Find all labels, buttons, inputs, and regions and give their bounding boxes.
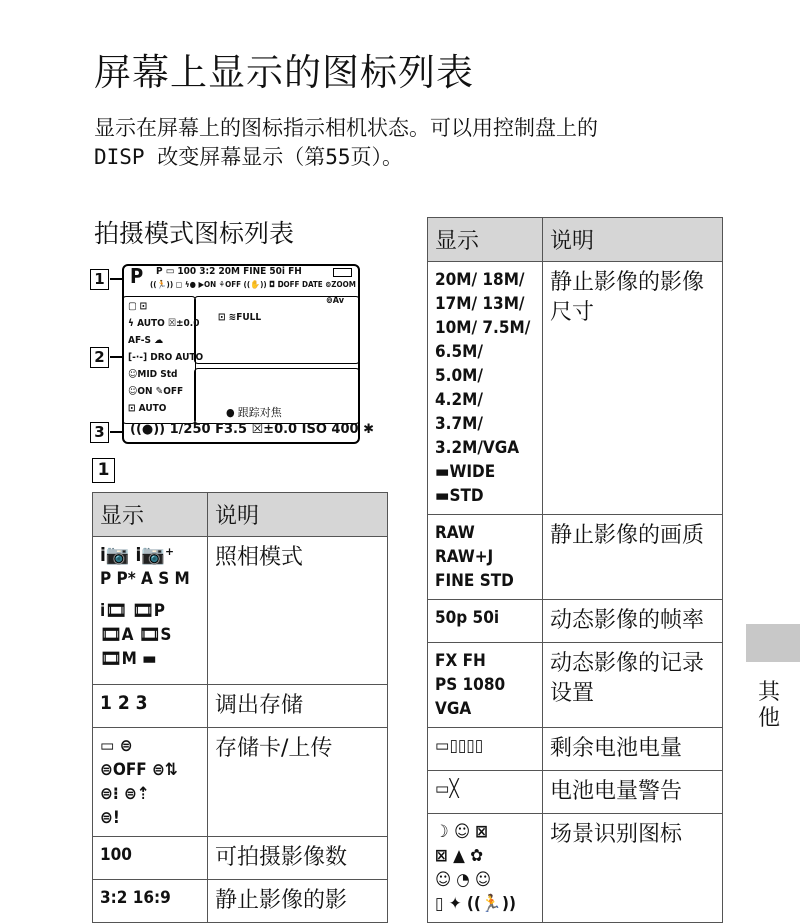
mid-icons: ⊡ ≋FULL — [218, 312, 262, 323]
left-icon-row: ϟ AUTO ☒±0.0 — [128, 318, 200, 329]
intro-line-2: DISP 改变屏幕显示（第55页）。 — [94, 145, 404, 169]
table-row — [428, 814, 723, 923]
icon-line: 3:2 16:9 — [100, 888, 171, 908]
right-icon-table — [427, 217, 723, 923]
table-row — [93, 537, 388, 685]
icon-line: i🎞 🎞P — [100, 601, 165, 621]
desc-cell: 调出存储 — [208, 685, 388, 728]
intro-line-1: 显示在屏幕上的图标指示相机状态。可以用控制盘上的 — [94, 116, 598, 140]
icon-line: ☽ ☺ ⊠ — [435, 822, 489, 842]
icon-cell — [428, 814, 543, 923]
tracking-label: ● 跟踪对焦 — [226, 406, 282, 419]
left-icon-table — [92, 492, 388, 923]
display-diagram — [90, 262, 374, 444]
desc-cell: 可拍摄影像数 — [208, 837, 388, 880]
icon-line: 🎞M ▬ — [100, 649, 157, 669]
battery-icon — [333, 268, 352, 277]
table-header-row — [93, 493, 388, 537]
icon-line: 20M/ 18M/ — [435, 270, 525, 290]
icon-line: ▭ ⊜ — [100, 736, 133, 756]
icon-line: ☺ ◔ ☺ — [435, 870, 491, 890]
icon-cell — [428, 728, 543, 771]
icon-line: 17M/ 13M/ — [435, 294, 525, 314]
icon-line: ⊜! — [100, 808, 120, 828]
table-row — [428, 262, 723, 515]
icon-cell — [428, 771, 543, 814]
table-row — [93, 728, 388, 837]
icon-cell — [93, 537, 208, 685]
icon-line: i📷 i📷⁺ — [100, 544, 174, 566]
desc-cell: 动态影像的记录设置 — [543, 643, 723, 728]
top-row-icons-2: ((🏃)) ▢ ϟ● ▶ON ⚘OFF ((✋)) ◘ 𝐃OFF DATE ⊚ZOOM — [150, 280, 356, 289]
table-row — [428, 771, 723, 814]
subsection-marker: 1 — [92, 458, 115, 483]
table-row — [93, 685, 388, 728]
battery-remaining-icon: ▭▯▯▯▯ — [435, 736, 484, 756]
mode-icon: P — [130, 264, 144, 288]
table-row — [428, 600, 723, 643]
connector-line — [110, 356, 122, 358]
left-icon-row: ☺ON ✎OFF — [128, 386, 184, 397]
left-icon-row: AF-S ☁ — [128, 335, 164, 346]
icon-line: ▯ ✦ ((🏃)) — [435, 894, 516, 914]
bottom-bar: ((●)) 1/250 F3.5 ☒±0.0 ISO 400 ✱ — [130, 422, 374, 437]
icon-line: 3.2M/VGA — [435, 438, 520, 458]
icon-line: ⊜OFF ⊜⇅ — [100, 760, 178, 780]
left-icon-row: ⊡ AUTO — [128, 403, 167, 414]
header-display: 显示 — [428, 218, 543, 262]
connector-line — [110, 278, 122, 280]
icon-line: FINE STD — [435, 571, 514, 591]
icon-line: FX FH — [435, 651, 486, 671]
desc-cell: 静止影像的画质 — [543, 515, 723, 600]
table-row — [428, 515, 723, 600]
icon-line: P P* A S M — [100, 569, 190, 589]
left-icon-row: ▢ ⊡ — [128, 301, 148, 312]
desc-cell: 存储卡/上传 — [208, 728, 388, 837]
table-row — [428, 643, 723, 728]
side-tab — [746, 624, 800, 662]
icon-cell — [93, 685, 208, 728]
icon-line: ⊜⁝ ⊜⇡ — [100, 784, 150, 804]
icon-cell — [93, 728, 208, 837]
icon-line: ▬STD — [435, 486, 484, 506]
icon-cell — [428, 600, 543, 643]
section-title: 拍摄模式图标列表 — [94, 219, 295, 248]
desc-cell: 照相模式 — [208, 537, 388, 685]
header-display: 显示 — [93, 493, 208, 537]
desc-cell: 场景识别图标 — [543, 814, 723, 923]
icon-cell — [428, 262, 543, 515]
icon-line: 50p 50i — [435, 608, 500, 628]
left-column-icons — [128, 298, 203, 417]
icon-line: 100 — [100, 845, 132, 865]
icon-line: ⊠ ▲ ✿ — [435, 846, 484, 866]
icon-cell — [428, 643, 543, 728]
marker-2: 2 — [90, 347, 109, 368]
marker-3: 3 — [90, 422, 109, 443]
desc-cell: 静止影像的影像尺寸 — [543, 262, 723, 515]
battery-warning-icon: ▭╳ — [435, 779, 459, 799]
icon-line: PS 1080 — [435, 675, 506, 695]
header-description: 说明 — [543, 218, 723, 262]
icon-line: RAW RAW+J — [435, 523, 494, 567]
table-row — [93, 837, 388, 880]
table-row — [428, 728, 723, 771]
icon-line: 10M/ 7.5M/ — [435, 318, 531, 338]
header-description: 说明 — [208, 493, 388, 537]
icon-line: VGA — [435, 699, 472, 719]
table-header-row — [428, 218, 723, 262]
marker-1: 1 — [90, 269, 109, 290]
icon-line: 1 2 3 — [100, 692, 148, 714]
av-label: ⊚Av — [326, 296, 345, 306]
desc-cell: 电池电量警告 — [543, 771, 723, 814]
left-icon-row: ☺MID Std — [128, 369, 178, 380]
icon-cell — [428, 515, 543, 600]
icon-line: 6.5M/ 5.0M/ — [435, 342, 483, 386]
desc-cell: 剩余电池电量 — [543, 728, 723, 771]
table-row — [93, 880, 388, 923]
left-icon-row: [-·-] DRO AUTO — [128, 352, 204, 363]
icon-line: 🎞A 🎞S — [100, 625, 172, 645]
side-label: 其他 — [757, 680, 780, 731]
icon-cell — [93, 880, 208, 923]
desc-cell: 静止影像的影 — [208, 880, 388, 923]
icon-line: 4.2M/ 3.7M/ — [435, 390, 483, 434]
icon-cell — [93, 837, 208, 880]
top-row-icons: P ▭ 100 3:2 20M FINE 50i FH — [156, 266, 302, 277]
region-2-right — [194, 296, 360, 364]
desc-cell: 动态影像的帧率 — [543, 600, 723, 643]
connector-line — [110, 431, 122, 433]
intro-text — [94, 114, 704, 172]
icon-line: ▬WIDE — [435, 462, 496, 482]
page-title: 屏幕上显示的图标列表 — [94, 51, 474, 94]
